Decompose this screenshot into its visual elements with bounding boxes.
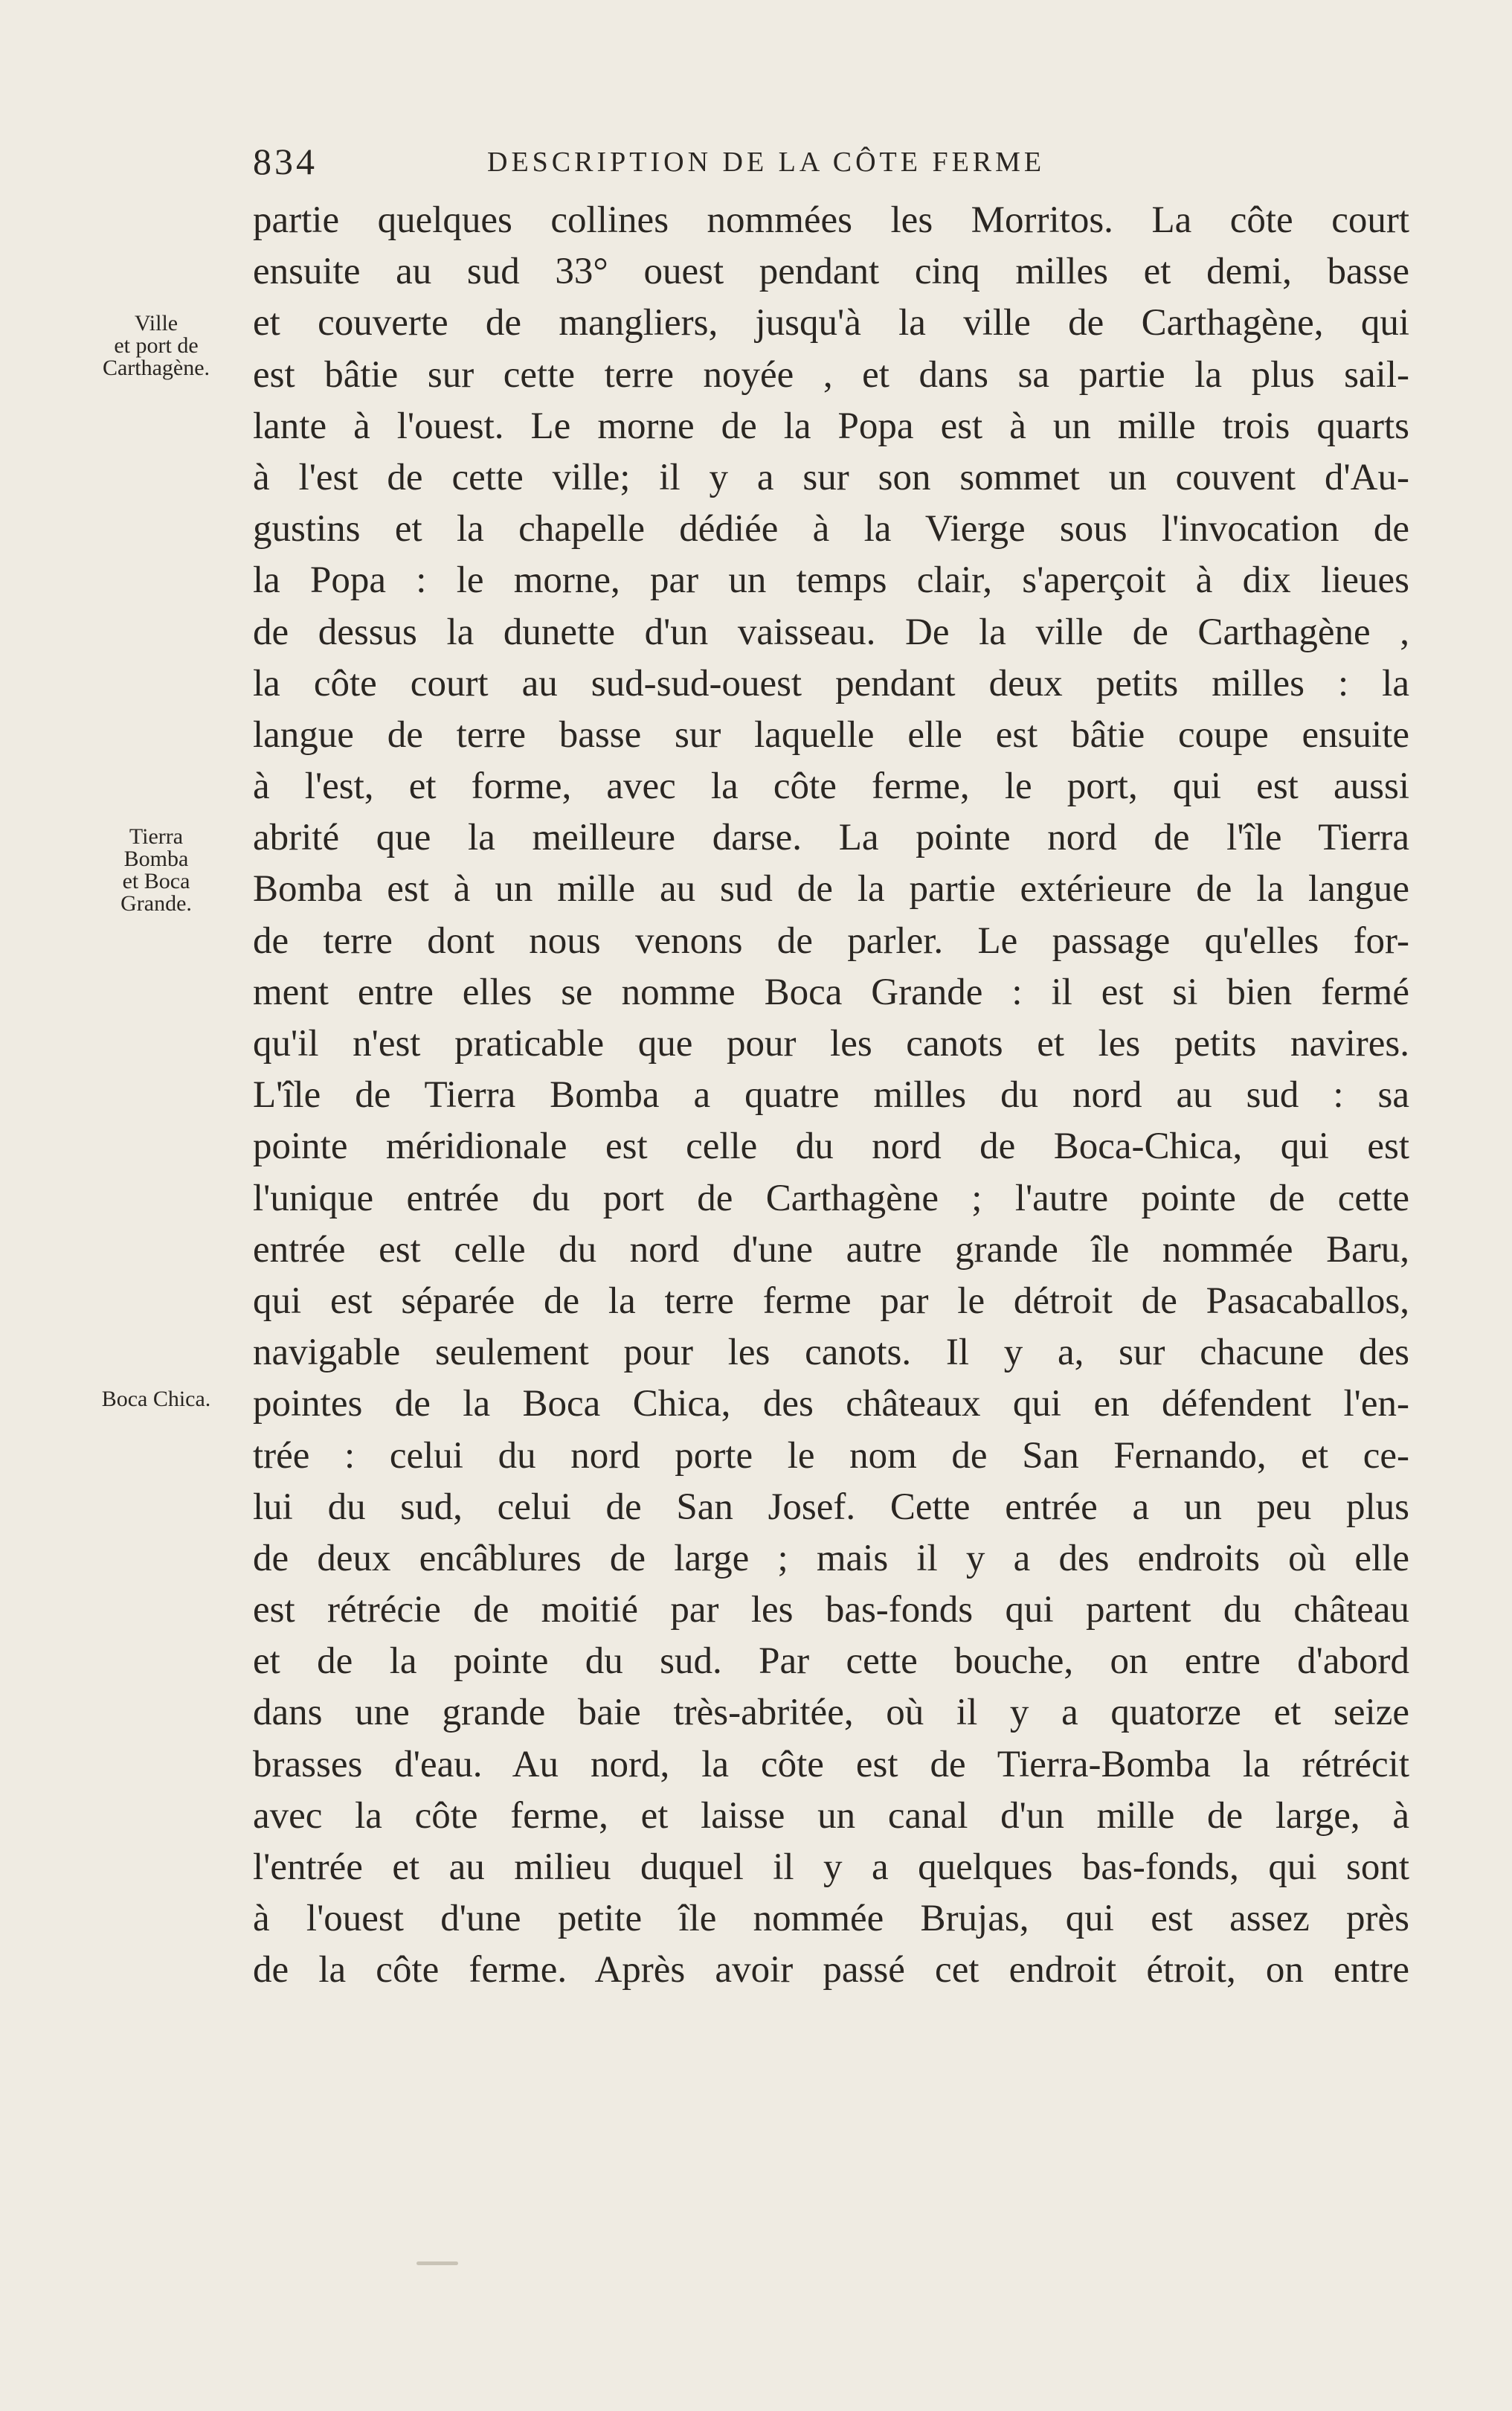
page-header [253,140,1406,184]
text-line: langue de terre basse sur laquelle elle est bâtie coupe ensuite [253,713,1409,756]
text-line: la Popa : le morne, par un temps clair, s'aperçoit à dix lieues [253,559,1409,602]
margin-note-line: Tierra [129,824,184,849]
text-line: la côte court au sud-sud-ouest pendant deux petits milles : la [253,662,1409,704]
text-line: de dessus la dunette d'un vaisseau. De la ville de Carthagène , [253,611,1409,653]
text-line: avec la côte ferme, et laisse un canal d'un mille de large, à [253,1794,1409,1837]
margin-note-line: et Boca [122,869,190,893]
text-line: ensuite au sud 33° ouest pendant cinq milles et demi, basse [253,251,1409,293]
text-line: et couverte de mangliers, jusqu'à la ville de Carthagène, qui [253,302,1409,344]
text-line: trée : celui du nord porte le nom de San Fernando, et ce- [253,1434,1409,1477]
text-line: lante à l'ouest. Le morne de la Popa est à un mille trois quarts [253,405,1409,447]
text-line: lui du sud, celui de San Josef. Cette entrée a un peu plus [253,1486,1409,1528]
text-line: qu'il n'est praticable que pour les canots et les petits navires. [253,1023,1409,1065]
margin-note-line: Ville [134,311,178,336]
text-line: de terre dont nous venons de parler. Le passage qu'elles for- [253,919,1409,962]
text-line: partie quelques collines nommées les Morritos. La côte court [253,199,1409,241]
text-line: l'entrée et au milieu duquel il y a quelques bas-fonds, qui sont [253,1846,1409,1888]
text-line: de deux encâblures de large ; mais il y a des endroits où elle [253,1537,1409,1579]
margin-note-boca-chica [67,1388,245,1410]
text-line: de la côte ferme. Après avoir passé cet endroit étroit, on entre [253,1949,1409,1991]
margin-note-tierra-bomba [82,826,231,915]
paper-smudge [416,2261,458,2265]
page-number: 834 [253,141,318,182]
text-line: à l'est, et forme, avec la côte ferme, le port, qui est aussi [253,765,1409,808]
margin-note-line: et port de [114,333,199,358]
text-line: qui est séparée de la terre ferme par le détroit de Pasacaballos, [253,1280,1409,1322]
margin-note-line: Carthagène. [102,356,210,380]
text-line: est rétrécie de moitié par les bas-fonds qui partent du château [253,1589,1409,1631]
margin-note-line: Boca Chica. [101,1387,211,1411]
text-line: pointe méridionale est celle du nord de Boca-Chica, qui est [253,1126,1409,1168]
text-line: gustins et la chapelle dédiée à la Vierge sous l'invocation de [253,508,1409,550]
margin-note-line: Grande. [120,891,192,916]
text-line: entrée est celle du nord d'une autre grande île nommée Baru, [253,1228,1409,1271]
text-line: Bomba est à un mille au sud de la partie extérieure de la langue [253,868,1409,911]
text-line: et de la pointe du sud. Par cette bouche, on entre d'abord [253,1640,1409,1683]
running-head: DESCRIPTION DE LA CÔTE FERME [487,147,1046,178]
text-line: à l'ouest d'une petite île nommée Brujas, qui est assez près [253,1898,1409,1940]
margin-note-ville [82,312,231,379]
text-line: l'unique entrée du port de Carthagène ; l'autre pointe de cette [253,1177,1409,1219]
text-line: pointes de la Boca Chica, des châteaux qui en défendent l'en- [253,1383,1409,1425]
text-line: navigable seulement pour les canots. Il y a, sur chacune des [253,1332,1409,1374]
text-line: brasses d'eau. Au nord, la côte est de Tierra-Bomba la rétrécit [253,1743,1409,1785]
text-line: dans une grande baie très-abritée, où il y a quatorze et seize [253,1692,1409,1734]
margin-note-line: Bomba [123,847,189,871]
text-line: L'île de Tierra Bomba a quatre milles du nord au sud : sa [253,1074,1409,1117]
text-line: abrité que la meilleure darse. La pointe nord de l'île Tierra [253,817,1409,859]
text-line: ment entre elles se nomme Boca Grande : il est si bien fermé [253,971,1409,1013]
body-text [253,195,1409,1997]
text-line: est bâtie sur cette terre noyée , et dans sa partie la plus sail- [253,353,1409,396]
text-line: à l'est de cette ville; il y a sur son sommet un couvent d'Au- [253,456,1409,498]
